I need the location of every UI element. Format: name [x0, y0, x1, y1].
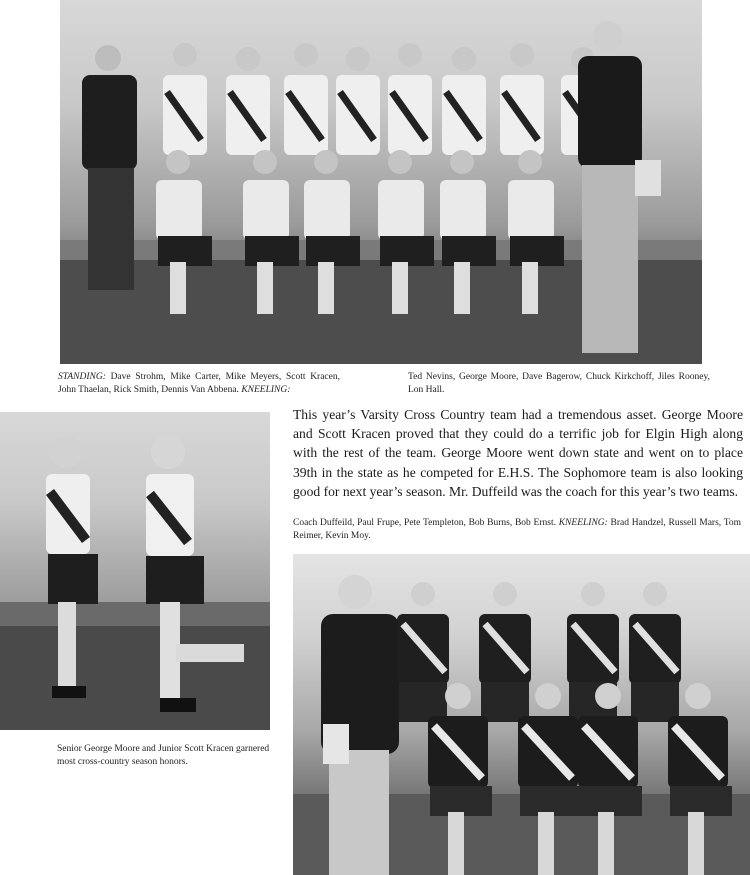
- moore-kracen-photo: [0, 412, 270, 730]
- standing-names: Dave Strohm, Mike Carter, Mike Meyers, Scott Kracen, John Thaelan, Rick Smith, Dennis Van Abbena.: [58, 372, 340, 395]
- sophomore-kneeling-label: KNEELING:: [558, 518, 608, 528]
- moore-kracen-caption: Senior George Moore and Junior Scott Kracen garnered most cross-country season honors.: [57, 744, 270, 767]
- kneeling-label: KNEELING:: [241, 384, 291, 395]
- varsity-team-photo: [60, 0, 702, 364]
- sophomore-team-caption: [293, 517, 741, 542]
- varsity-standing-caption: [58, 371, 340, 396]
- varsity-kneeling-caption: Ted Nevins, George Moore, Dave Bagerow, Chuck Kirkchoff, Jiles Rooney, Lon Hall.: [408, 372, 710, 395]
- sophomore-team-photo: [293, 554, 750, 875]
- sophomore-standing-names: Coach Duffeild, Paul Frupe, Pete Templeton, Bob Burns, Bob Ernst.: [293, 518, 559, 528]
- sophomore-kneeling-names: Brad Handzel, Russell Mars, Tom Reimer, Kevin Moy.: [293, 518, 741, 541]
- article-body: This year’s Varsity Cross Country team had a tremendous asset. George Moore and Scott Kracen proved that they could do a terrific job for Elgin High along with the rest of the team. George Moore went down state and went on to place 39th in the state as he competed for E.H.S. The Sophomore team is also looking good for next year’s season. Mr. Duffeild was the coach for this year’s two teams.: [293, 407, 743, 499]
- standing-label: STANDING:: [58, 372, 106, 382]
